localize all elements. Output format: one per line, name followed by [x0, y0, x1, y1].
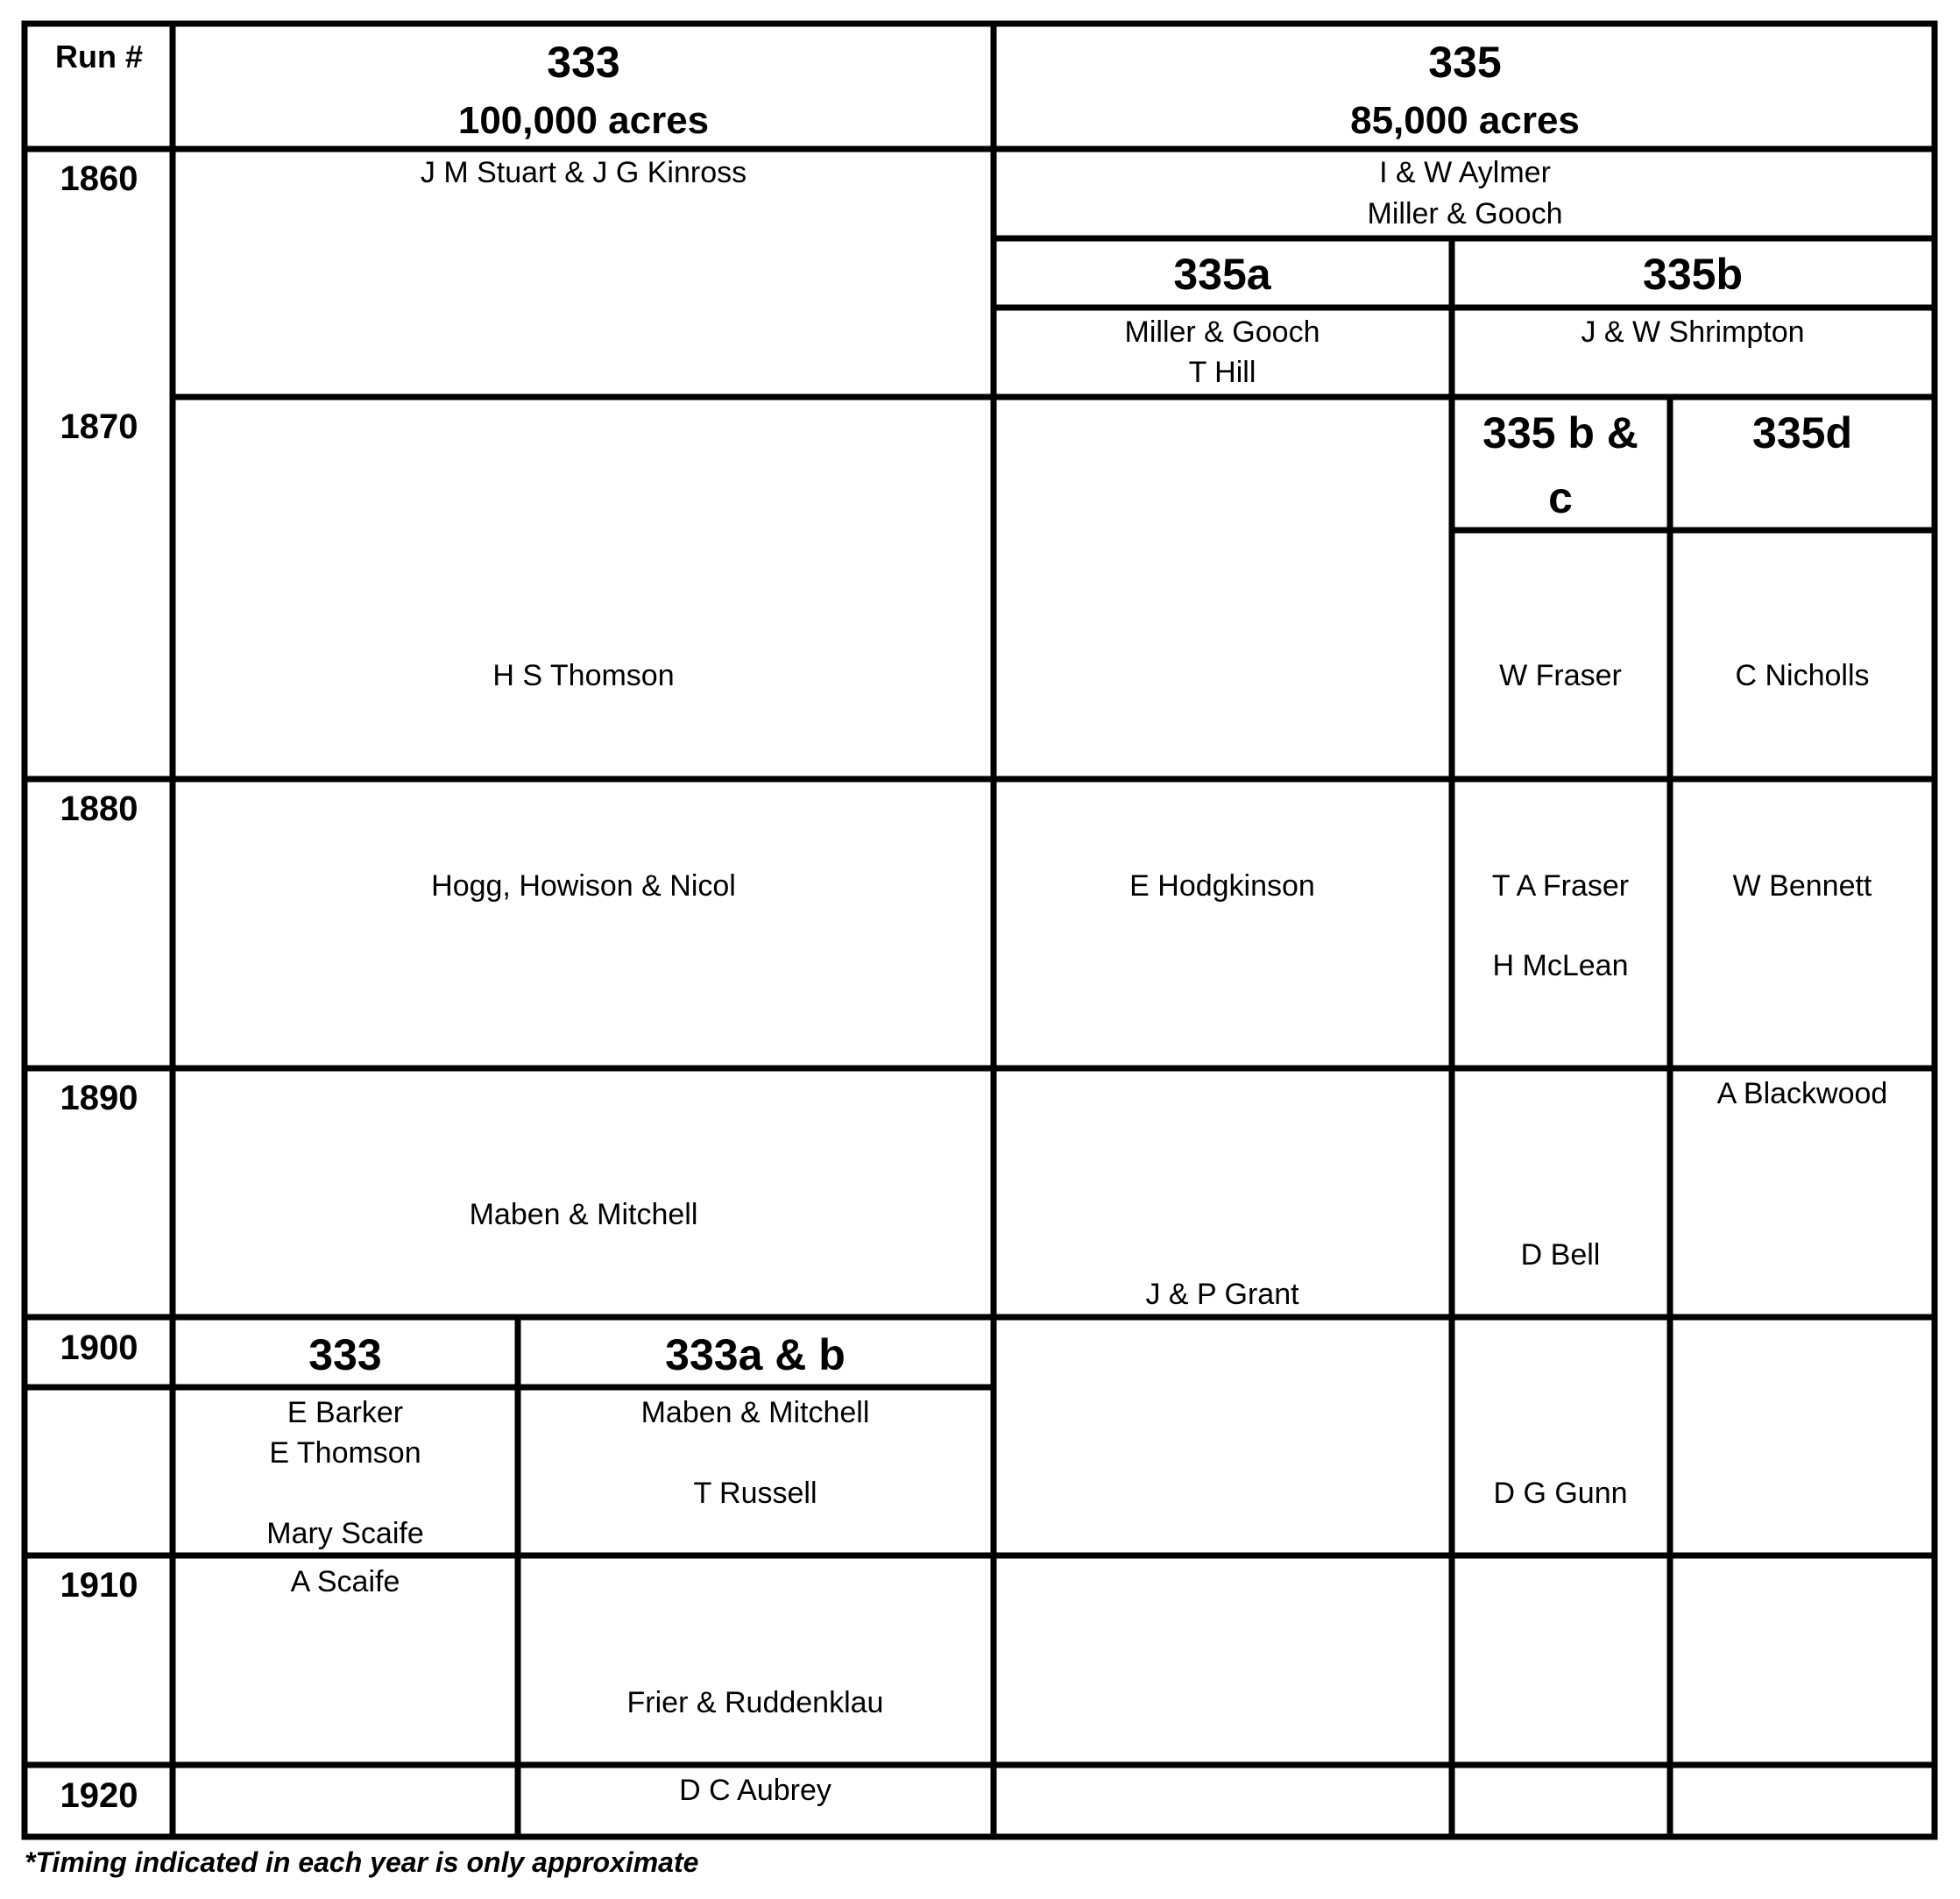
- year-label: 1870: [60, 407, 138, 446]
- holder-name: D Bell: [1520, 1238, 1601, 1272]
- holder-name: C Nicholls: [1735, 659, 1870, 692]
- holder-name: J & W Shrimpton: [1581, 315, 1805, 349]
- holder-name: E Thomson: [269, 1436, 421, 1470]
- run-label: Run #: [54, 39, 144, 74]
- header-run-335d: 335d: [1752, 408, 1852, 457]
- holder-name: Hogg, Howison & Nicol: [431, 869, 736, 903]
- holder-name: Maben & Mitchell: [469, 1198, 698, 1231]
- year-label: 1910: [60, 1566, 138, 1605]
- footnote: *Timing indicated in each year is only approximate: [25, 1846, 699, 1878]
- header-run-333: 333: [547, 38, 620, 87]
- holder-name: Miller & Gooch: [1367, 197, 1563, 230]
- header-run-335a: 335a: [1173, 250, 1271, 299]
- holder-names: [266, 156, 1887, 1807]
- holder-name: D C Aubrey: [679, 1774, 831, 1807]
- holder-name: I & W Aylmer: [1379, 156, 1551, 189]
- year-label: 1920: [60, 1776, 138, 1815]
- holder-name: H S Thomson: [492, 659, 675, 692]
- holder-name: J & P Grant: [1145, 1278, 1299, 1311]
- header-run-335: 335: [1428, 38, 1502, 87]
- header-run-335bc-line1: 335 b &: [1482, 408, 1638, 457]
- holder-name: D G Gunn: [1493, 1477, 1628, 1510]
- holder-name: E Barker: [287, 1396, 404, 1429]
- header-run-335bc-line2: c: [1548, 473, 1573, 522]
- holder-name: T Hill: [1188, 356, 1256, 389]
- header-run-333-acres: 100,000 acres: [457, 99, 710, 142]
- holder-name: H McLean: [1492, 949, 1629, 982]
- holder-name: Mary Scaife: [266, 1517, 424, 1550]
- year-label: 1890: [60, 1079, 138, 1117]
- holder-name: J M Stuart & J G Kinross: [420, 156, 747, 189]
- holder-name: A Blackwood: [1716, 1077, 1888, 1110]
- holder-name: T A Fraser: [1491, 869, 1630, 903]
- holder-name: W Fraser: [1499, 659, 1622, 692]
- header-run-335-acres: 85,000 acres: [1350, 99, 1580, 142]
- holder-name: T Russell: [693, 1477, 817, 1510]
- year-label: 1900: [60, 1329, 138, 1367]
- holder-name: Miller & Gooch: [1124, 315, 1320, 349]
- holder-name: Frier & Ruddenklau: [626, 1686, 884, 1719]
- header-run-333-split: 333: [308, 1330, 382, 1379]
- year-label: 1860: [60, 159, 138, 198]
- holder-name: E Hodgkinson: [1129, 869, 1315, 903]
- year-label: 1880: [60, 790, 138, 828]
- header-run-335b: 335b: [1643, 250, 1743, 299]
- holder-name: Maben & Mitchell: [640, 1396, 870, 1429]
- header-run-333ab: 333a & b: [665, 1330, 846, 1379]
- year-labels: [60, 159, 138, 1815]
- holder-name: W Bennett: [1732, 869, 1872, 903]
- holder-name: A Scaife: [290, 1565, 400, 1598]
